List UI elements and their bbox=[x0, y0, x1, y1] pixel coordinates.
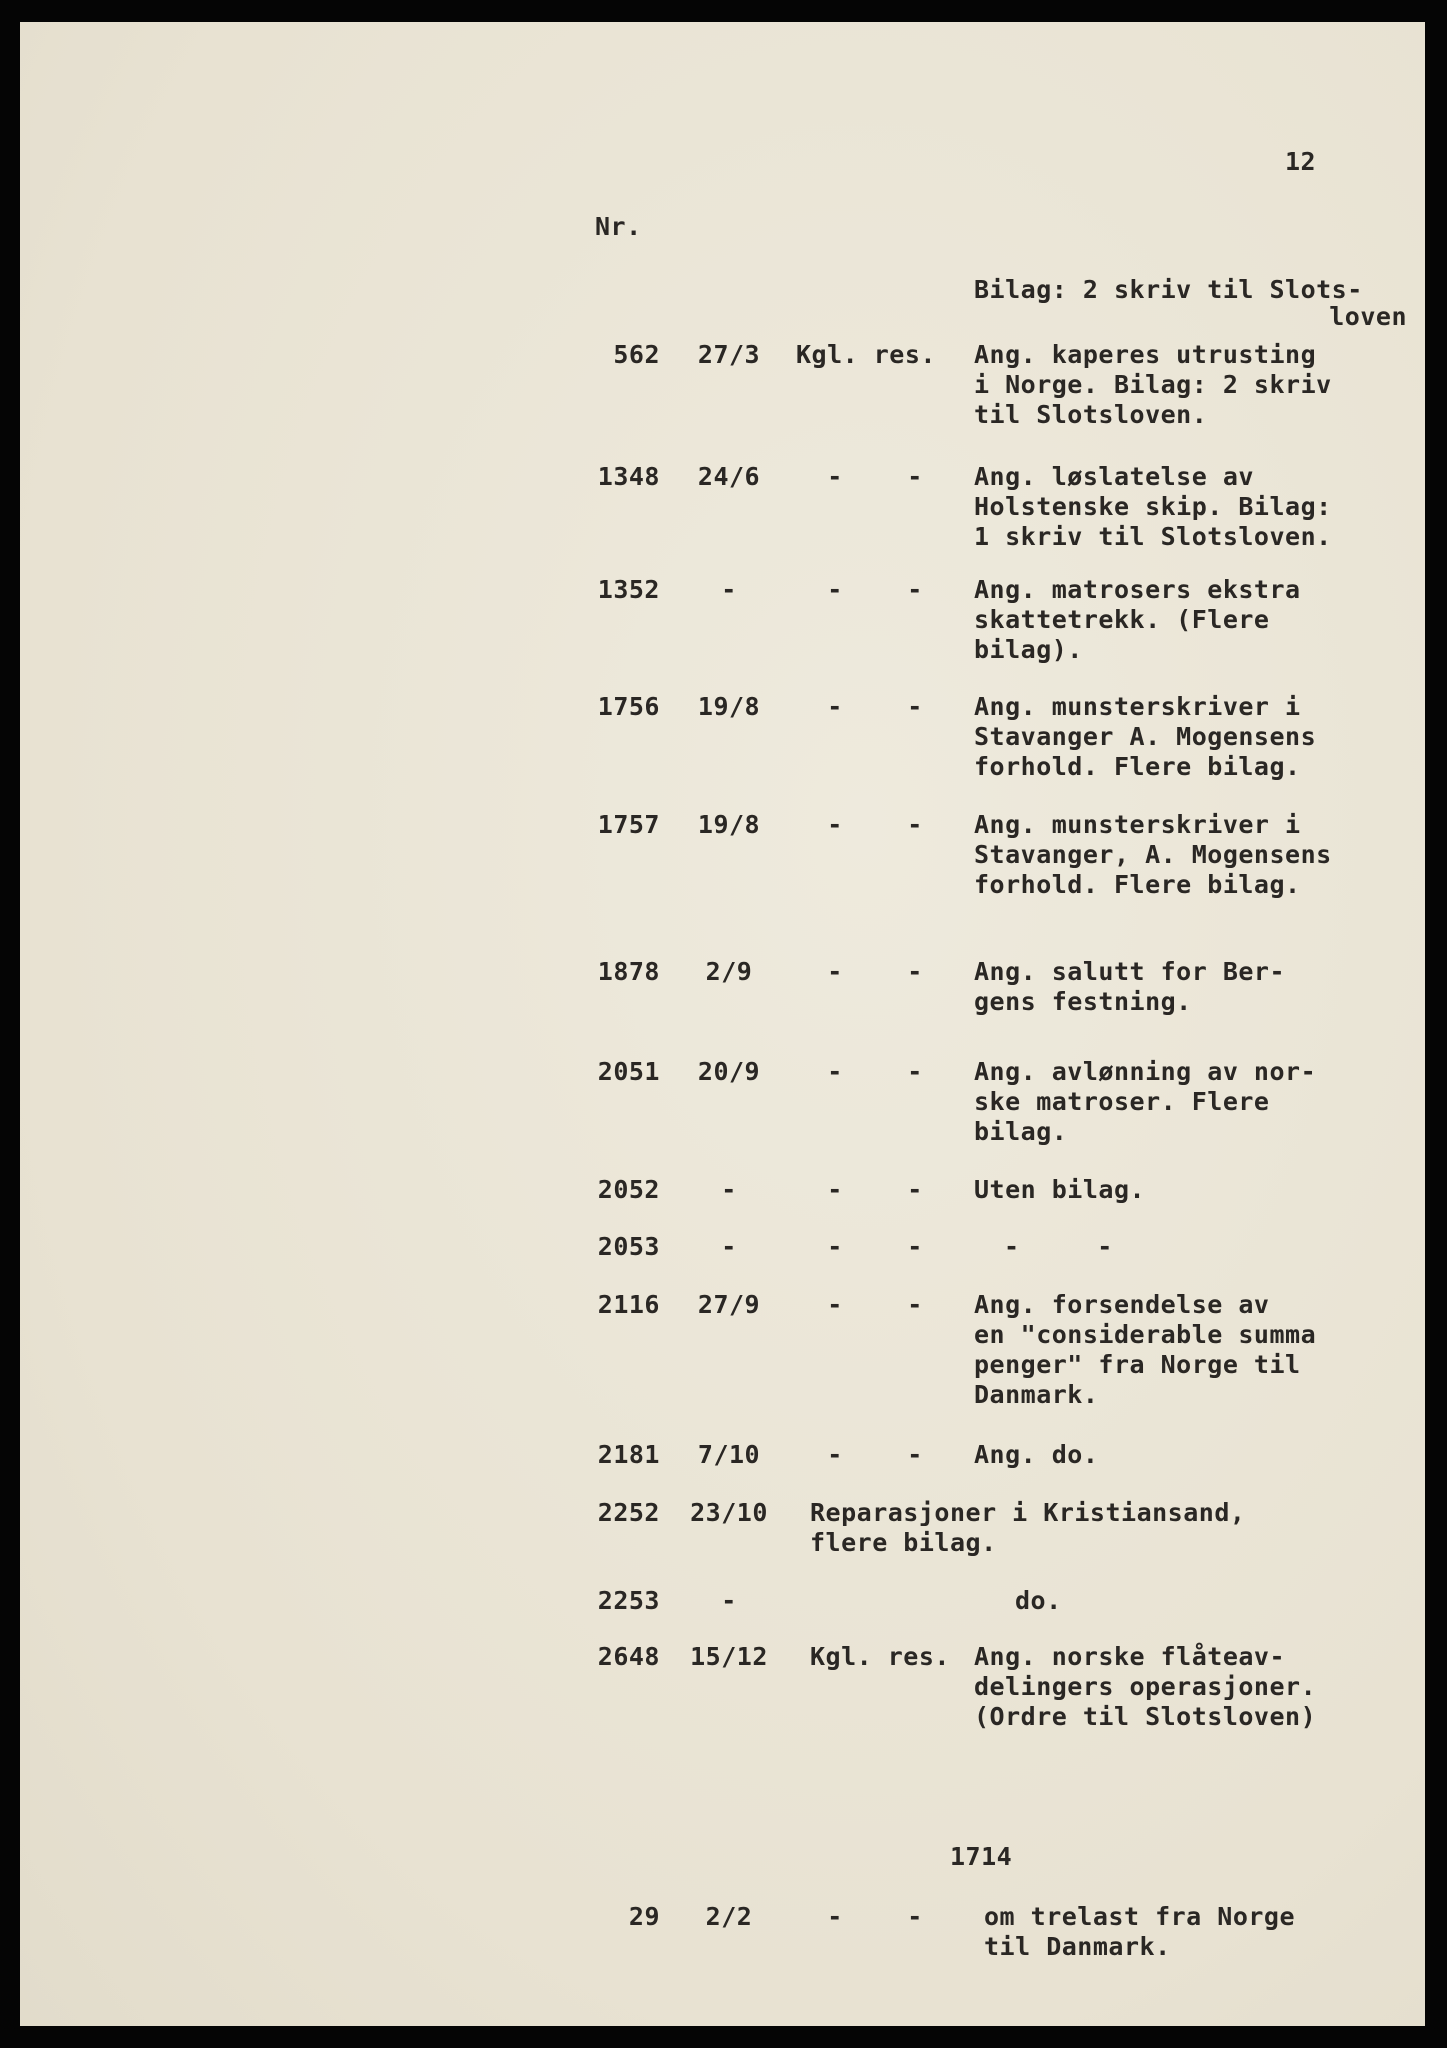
entry-date: 2/2 bbox=[705, 1902, 753, 1931]
ditto-mark: - bbox=[827, 575, 843, 604]
entry-text-line: skattetrekk. (Flere bbox=[974, 605, 1270, 634]
entry-text-line: Stavanger A. Mogensens bbox=[974, 722, 1317, 751]
entry-number: 2252 bbox=[597, 1498, 660, 1527]
entry-text-line: Ang. kaperes utrusting bbox=[974, 340, 1317, 369]
entry-text-line: bilag). bbox=[974, 635, 1083, 664]
column-header: Nr. bbox=[595, 212, 642, 241]
entry-date: 27/3 bbox=[697, 340, 761, 369]
ditto-mark: - bbox=[907, 1175, 923, 1204]
ditto-mark: - bbox=[907, 692, 923, 721]
entry-text-line: Ang. munsterskriver i bbox=[974, 810, 1301, 839]
entry-text-line: Stavanger, A. Mogensens bbox=[974, 840, 1332, 869]
ditto-mark: - bbox=[907, 1290, 923, 1319]
entry-number: 2253 bbox=[597, 1586, 660, 1615]
entry-text-line: Holstenske skip. Bilag: bbox=[974, 492, 1332, 521]
ditto-mark: - bbox=[827, 692, 843, 721]
entry-text-line: - - bbox=[1004, 1232, 1113, 1261]
ditto-mark: - bbox=[827, 957, 843, 986]
entry-date: 19/8 bbox=[697, 810, 761, 839]
entry-number: 2648 bbox=[597, 1642, 660, 1671]
entry-text-line: til Slotsloven. bbox=[974, 400, 1208, 429]
entry-number: 1348 bbox=[597, 462, 660, 491]
ditto-mark: - bbox=[907, 575, 923, 604]
entry-text-line: Danmark. bbox=[974, 1380, 1099, 1409]
entry-number: 2116 bbox=[597, 1290, 660, 1319]
ditto-mark: - bbox=[827, 462, 843, 491]
entry-text-line: bilag. bbox=[974, 1117, 1068, 1146]
ditto-mark: - bbox=[907, 1057, 923, 1086]
entry-number: 29 bbox=[628, 1902, 660, 1931]
entry-text-line: gens festning. bbox=[974, 987, 1192, 1016]
entry-text-line: delingers operasjoner. bbox=[974, 1672, 1317, 1701]
entry-text-line: en "considerable summa bbox=[974, 1320, 1317, 1349]
entry-text-line: forhold. Flere bilag. bbox=[974, 870, 1301, 899]
entry-text-line: flere bilag. bbox=[810, 1528, 997, 1557]
entry-number: 2052 bbox=[597, 1175, 660, 1204]
entry-date: 15/12 bbox=[690, 1642, 768, 1671]
ditto-mark: - bbox=[907, 810, 923, 839]
page-number: 12 bbox=[1285, 147, 1317, 176]
entry-text-line: 1 skriv til Slotsloven. bbox=[974, 522, 1332, 551]
ditto-mark: - bbox=[907, 1232, 923, 1261]
entry-text-line: Ang. avlønning av nor- bbox=[974, 1057, 1317, 1086]
entry-text-line: Ang. norske flåteav- bbox=[974, 1642, 1286, 1671]
entry-date: - bbox=[721, 1232, 737, 1261]
entry-text-line: penger" fra Norge til bbox=[974, 1350, 1301, 1379]
ditto-mark: - bbox=[907, 957, 923, 986]
entry-text-line: om trelast fra Norge bbox=[984, 1902, 1296, 1931]
entry-text-line: Ang. forsendelse av bbox=[974, 1290, 1270, 1319]
ditto-mark: - bbox=[827, 810, 843, 839]
entry-number: 1352 bbox=[597, 575, 660, 604]
entry-date: 23/10 bbox=[690, 1498, 768, 1527]
entry-number: 1756 bbox=[597, 692, 660, 721]
entry-date: 7/10 bbox=[697, 1440, 761, 1469]
entry-number: 2181 bbox=[597, 1440, 660, 1469]
ditto-mark: - bbox=[827, 1440, 843, 1469]
entry-text-line: Reparasjoner i Kristiansand, bbox=[810, 1498, 1246, 1527]
ditto-mark: - bbox=[827, 1290, 843, 1319]
entry-text-line: (Ordre til Slotsloven) bbox=[974, 1702, 1317, 1731]
entry-number: 1878 bbox=[597, 957, 660, 986]
entry-type: Kgl. res. bbox=[810, 1642, 950, 1671]
entry-text-line: Ang. munsterskriver i bbox=[974, 692, 1301, 721]
entry-text-line: i Norge. Bilag: 2 skriv bbox=[974, 370, 1332, 399]
entry-text-line: til Danmark. bbox=[984, 1932, 1171, 1961]
entry-date: 27/9 bbox=[697, 1290, 761, 1319]
entry-number: 2051 bbox=[597, 1057, 660, 1086]
entry-number: 562 bbox=[613, 340, 660, 369]
entry-number: 1757 bbox=[597, 810, 660, 839]
entry-date: - bbox=[721, 1586, 737, 1615]
year-heading: 1714 bbox=[950, 1842, 1013, 1871]
entry-date: 24/6 bbox=[697, 462, 761, 491]
ditto-mark: - bbox=[907, 1440, 923, 1469]
ditto-mark: - bbox=[827, 1232, 843, 1261]
entry-text-line: Ang. salutt for Ber- bbox=[974, 957, 1286, 986]
entry-date: - bbox=[721, 1175, 737, 1204]
ditto-mark: - bbox=[907, 1902, 923, 1931]
entry-text-line: ske matroser. Flere bbox=[974, 1087, 1270, 1116]
entry-type: Kgl. res. bbox=[796, 340, 936, 369]
entry-text-line: Ang. løslatelse av bbox=[974, 462, 1254, 491]
ditto-mark: - bbox=[827, 1902, 843, 1931]
ditto-mark: - bbox=[827, 1175, 843, 1204]
entry-date: - bbox=[721, 575, 737, 604]
entry-text-line: Ang. matrosers ekstra bbox=[974, 575, 1301, 604]
entry-text-line: Uten bilag. bbox=[974, 1175, 1146, 1204]
entry-date: 20/9 bbox=[697, 1057, 761, 1086]
entry-date: 19/8 bbox=[697, 692, 761, 721]
entry-text-line: Ang. do. bbox=[974, 1440, 1099, 1469]
entry-text-line: do. bbox=[1015, 1586, 1062, 1615]
intro-line-1: Bilag: 2 skriv til Slots- bbox=[974, 275, 1363, 304]
entry-text-line: forhold. Flere bilag. bbox=[974, 752, 1301, 781]
document-page bbox=[20, 22, 1425, 2026]
intro-line-2: loven bbox=[1329, 302, 1407, 331]
entry-number: 2053 bbox=[597, 1232, 660, 1261]
entry-date: 2/9 bbox=[705, 957, 753, 986]
ditto-mark: - bbox=[827, 1057, 843, 1086]
ditto-mark: - bbox=[907, 462, 923, 491]
